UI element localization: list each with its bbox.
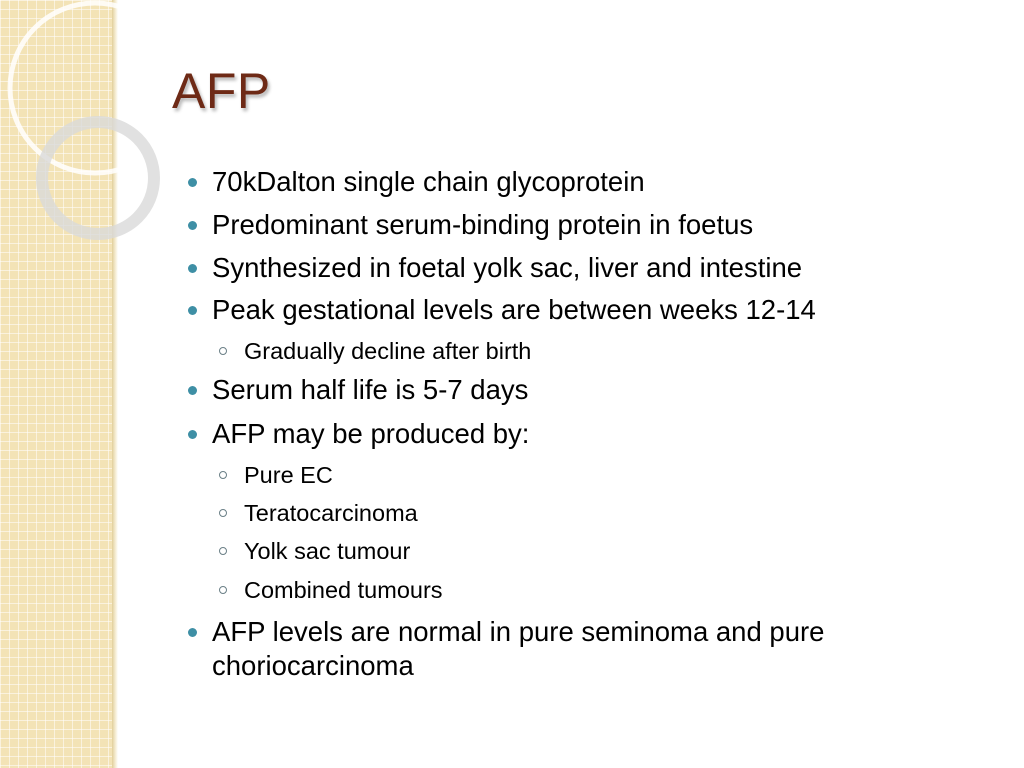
bullet-text: Serum half life is 5-7 days	[212, 374, 529, 405]
bullet-dot-icon	[188, 221, 197, 230]
bullet-dot-icon	[188, 628, 197, 637]
bullet-dot-icon	[188, 430, 197, 439]
bullet-item	[212, 251, 802, 285]
bullet-item	[212, 165, 645, 199]
bullet-text: AFP may be produced by:	[212, 418, 530, 449]
slide-title: AFP	[172, 63, 271, 119]
bullet-text: Predominant serum-binding protein in foetus	[212, 209, 754, 240]
bullet-dot-icon	[188, 306, 197, 315]
bullet-text: Synthesized in foetal yolk sac, liver and intestine	[212, 252, 803, 283]
bullet-ring-icon	[219, 471, 227, 479]
bullet-text: Peak gestational levels are between weeks 12-14	[212, 294, 816, 325]
sub-bullet-item	[244, 536, 410, 566]
sub-bullet-item	[244, 460, 333, 490]
bullet-dot-icon	[188, 386, 197, 395]
bullet-ring-icon	[219, 347, 227, 355]
bullet-item	[212, 417, 529, 451]
bullet-item	[212, 615, 972, 683]
bullet-dot-icon	[188, 264, 197, 273]
sub-bullet-text: Gradually decline after birth	[244, 338, 532, 364]
bullet-ring-icon	[219, 586, 227, 594]
sub-bullet-item	[244, 336, 531, 366]
sub-bullet-text: Yolk sac tumour	[244, 538, 411, 564]
bullet-ring-icon	[219, 547, 227, 555]
bullet-item	[212, 293, 816, 327]
bullet-item	[212, 373, 528, 407]
bullet-dot-icon	[188, 178, 197, 187]
sub-bullet-text: Pure EC	[244, 462, 333, 488]
bullet-ring-icon	[219, 509, 227, 517]
sub-bullet-text: Teratocarcinoma	[244, 500, 418, 526]
bullet-text: AFP levels are normal in pure seminoma and pure choriocarcinoma	[212, 616, 825, 681]
bullet-item	[212, 208, 753, 242]
sub-bullet-item	[244, 575, 443, 605]
sub-bullet-item	[244, 498, 418, 528]
sub-bullet-text: Combined tumours	[244, 577, 443, 603]
bullet-text: 70kDalton single chain glycoprotein	[212, 166, 645, 197]
